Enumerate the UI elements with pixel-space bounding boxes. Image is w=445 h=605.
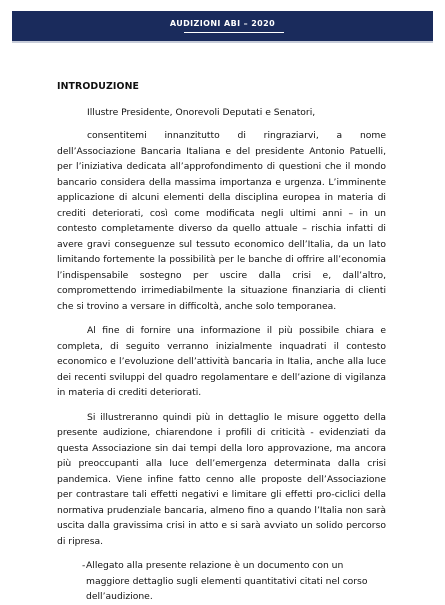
bullet-text: Allegato alla presente relazione è un documento con un maggiore dettaglio sugli elementi quantitativi citati nel corso dell’audizione. xyxy=(86,560,368,602)
paragraph-measures: Si illustreranno quindi più in dettaglio le misure oggetto della presente audizione, chiarendone i profili di criticità - evidenziati da questa Associazione sin dai tempi della loro approvazione, ma ancora più preoccupanti alla luce dell’emergenza determinata dalla crisi pandemica. Viene infine fatto cenno alle proposte dell’Associazione per contrastare tali effetti negativi e limitare gli effetti pro-ciclici della normativa prudenziale bancaria, almeno fino a quando l’Italia non sarà uscita dalla gravissima crisi in atto e si sarà avviato un solido percorso di ripresa. xyxy=(57,411,386,547)
header-title-underline xyxy=(184,32,284,33)
paragraph-context: Al fine di fornire una informazione il più possibile chiara e completa, di seguito verranno inizialmente inquadrati il contesto economico e l’evoluzione dell’attività bancaria in Italia, anche alla luce dei recenti sviluppi del quadro regolamentare e dell’azione di vigilanza in materia di crediti deteriorati. xyxy=(57,325,386,398)
page-header xyxy=(12,11,433,43)
bullet-marker: - xyxy=(82,560,86,571)
document-body xyxy=(57,79,386,605)
header-title: AUDIZIONI ABI – 2020 xyxy=(169,19,276,28)
salutation: Illustre Presidente, Onorevoli Deputati e Senatori, xyxy=(87,106,316,118)
bullet-list xyxy=(57,558,386,605)
paragraph-acknowledgement: consentitemi innanzitutto di ringraziarvi, a nome dell’Associazione Bancaria Italiana e del presidente Antonio Patuelli, per l’iniziativa dedicata all’approfondimento di questioni che il mondo bancario considera della massima importanza e urgenza. L’imminente applicazione di alcuni elementi della disciplina europea in materia di crediti deteriorati, così come modificata negli ultimi anni – in un contesto completamente diverso da quello attuale – rischia infatti di avere gravi conseguenze sul tessuto economico dell’Italia, da un lato limitando fortemente la possibilità per le banche di offrire all’economia l’indispensabile sostegno per uscire dalla crisi e, dall’altro, compromettendo irrimediabilmente la situazione finanziaria di clienti che si trovino a versare in difficoltà, anche solo temporanea. xyxy=(57,130,386,312)
section-title: INTRODUZIONE xyxy=(57,81,140,92)
list-item xyxy=(57,558,386,605)
